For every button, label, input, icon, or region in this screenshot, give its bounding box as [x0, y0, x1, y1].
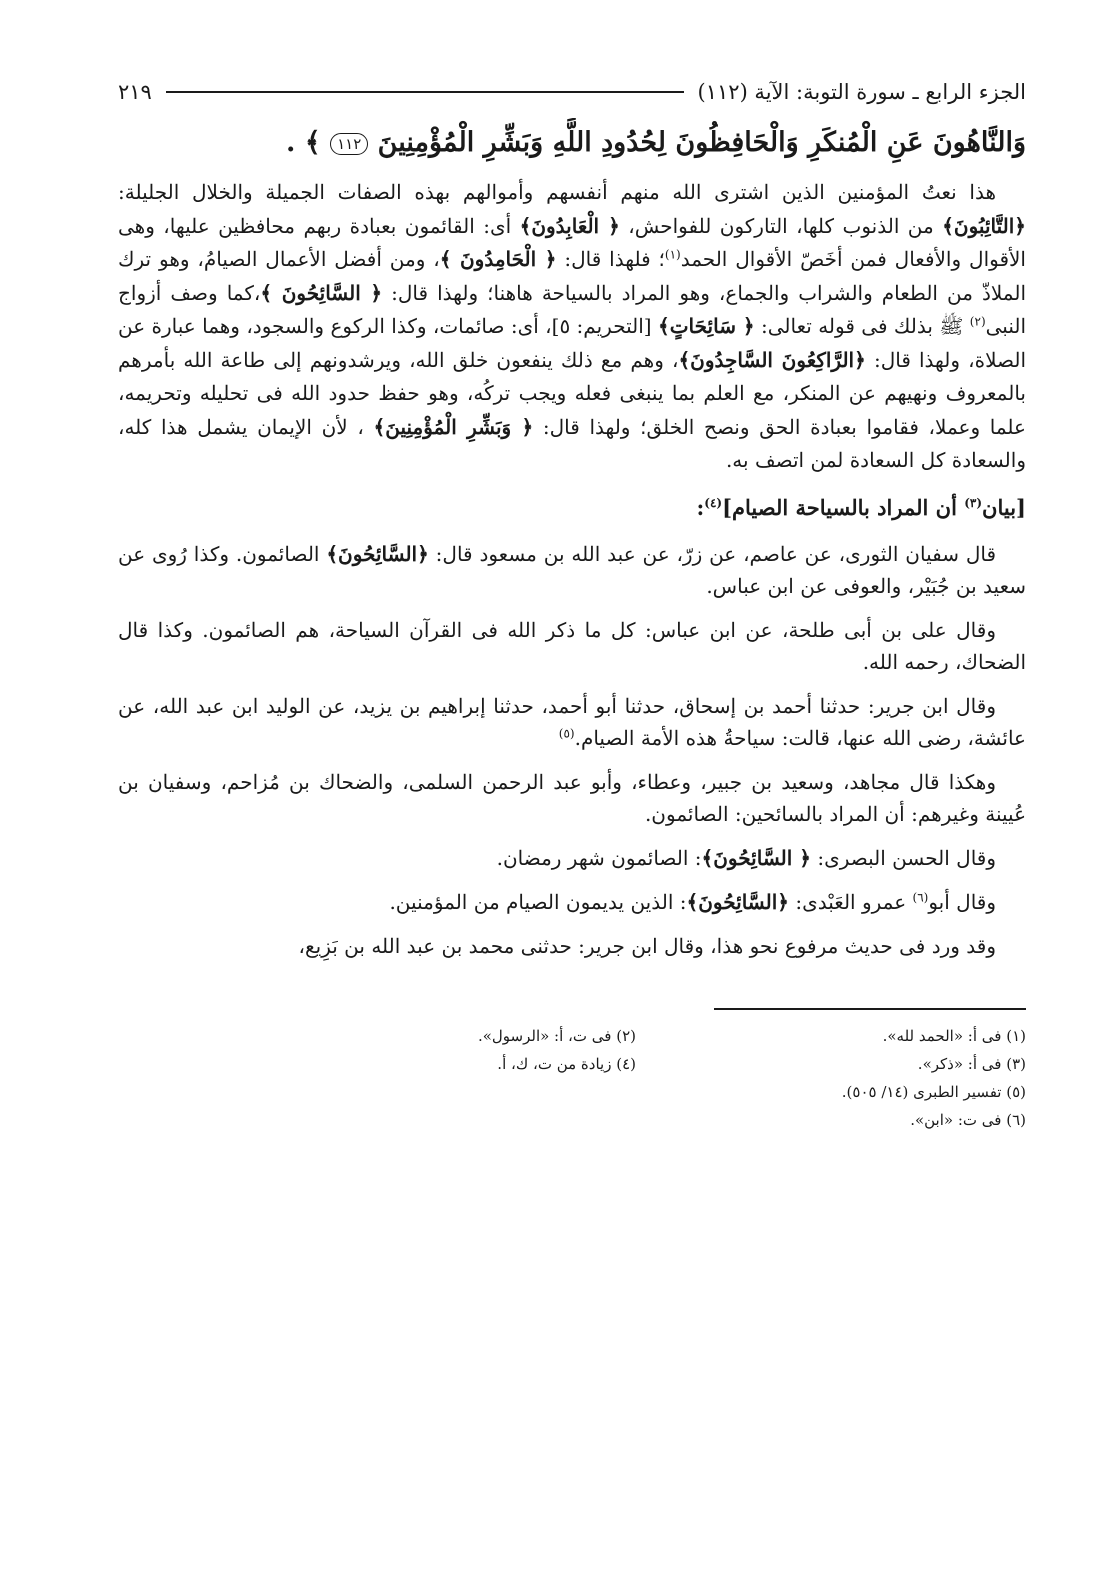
p2-text-2: الصائمون. وكذا رُوى عن سعيد بن جُبَيْر، والعوفى عن ابن عباس. — [118, 541, 1026, 598]
footnote-5: (٥) تفسير الطبرى (١٤/ ٥٠٥). — [841, 1082, 1026, 1101]
p1-text-9: ، وهم مع ذلك ينفعون خلق الله، ويرشدونهم إلى طاعة الله بأمرهم بالمعروف ونهيهم عن المنكر، مع العلم بما ينبغى فعله ويجب تركُه، وهو حفظ حدود الله فى تحليله وتحريمه، علما وعملا، فقاموا بعبادة الحق ونصح الخلق؛ ولهذا قال: — [118, 347, 1026, 439]
commentary-paragraph-4 — [118, 690, 1026, 754]
footnote-1: (١) فى أ: «الحمد لله». — [882, 1026, 1026, 1045]
footnote-4: (٤) زيادة من ت، ك، أ. — [497, 1054, 636, 1073]
verse-number-marker: ١١٢ — [330, 133, 368, 155]
p1-text-5: ، ومن أفضل الأعمال الصيامُ، وهو ترك الملاذّ من الطعام والشراب والجماع، وهو المراد بالسياحة هاهنا؛ ولهذا قال: — [118, 247, 1026, 305]
section-heading — [118, 490, 1026, 526]
footnotes — [118, 1022, 1026, 1134]
p7-text-2: عمرو العَبْدى: — [789, 889, 913, 914]
p4-text: وقال ابن جرير: حدثنا أحمد بن إسحاق، حدثنا أبو أحمد، حدثنا إبراهيم بن يزيد، عن الوليد ابن عبد الله، عن عائشة، رضى الله عنها، قالت: سياحةُ هذه الأمة الصيام. — [118, 693, 1026, 750]
p1-text-7: ﷺ بذلك فى قوله تعالى: — [754, 314, 970, 338]
header-rule — [166, 91, 684, 93]
p1-text-4: ؛ فلهذا قال: — [556, 247, 665, 271]
p7-quote: ﴿السَّائِحُونَ﴾ — [686, 889, 790, 914]
p7-text-3: : الذين يديمون الصيام من المؤمنين. — [389, 889, 687, 914]
p7-text-1: وقال أبو — [928, 889, 996, 914]
p1-quote-7: ﴿ وَبَشِّرِ الْمُؤْمِنِينَ﴾ — [373, 414, 534, 439]
running-header — [118, 72, 1026, 112]
p1-quote-5: ﴿ سَائِحَاتٍ﴾ — [657, 314, 755, 338]
commentary-paragraph-3: وقال على بن أبى طلحة، عن ابن عباس: كل ما ذكر الله فى القرآن السياحة، هم الصائمون. وكذا قال الضحاك، رحمه الله. — [118, 617, 1026, 674]
p6-text-1: وقال الحسن البصرى: — [811, 845, 996, 870]
p1-quote-2: ﴿ الْعَابِدُونَ﴾ — [519, 213, 620, 238]
p6-text-2: : الصائمون شهر رمضان. — [496, 845, 702, 870]
footnote-6: (٦) فى ت: «ابن». — [910, 1110, 1026, 1129]
footnote-3: (٣) فى أ: «ذكر». — [917, 1054, 1026, 1073]
footnote-ref-6: (٦) — [912, 889, 929, 904]
footnotes-grid — [118, 1022, 1026, 1078]
footnote-2: (٢) فى ت، أ: «الرسول». — [477, 1026, 636, 1045]
p1-text-10: ، لأن الإيمان يشمل هذا كله، والسعادة كل السعادة لمن اتصف به. — [118, 414, 1026, 472]
p2-quote: ﴿السَّائِحُونَ﴾ — [326, 541, 429, 566]
header-title: الجزء الرابع ـ سورة التوبة: الآية (١١٢) — [697, 80, 1026, 104]
p6-quote: ﴿ السَّائِحُونَ﴾ — [701, 845, 811, 870]
p1-quote-4: ﴿ السَّائِحُونَ ﴾ — [260, 280, 383, 305]
heading-part-3: : — [696, 494, 705, 520]
verse-text: وَالنَّاهُونَ عَنِ الْمُنكَرِ وَالْحَافِظُونَ لِحُدُودِ اللَّهِ وَبَشِّرِ الْمُؤْمِنِينَ — [377, 127, 1026, 158]
commentary-paragraph-1 — [118, 176, 1026, 478]
heading-part-1: [بيان — [982, 494, 1026, 520]
p1-text-6: ،كما وصف أزواج النبى — [118, 280, 1027, 338]
page-number: ٢١٩ — [118, 80, 152, 104]
p1-text-1: هذا نعتُ المؤمنين الذين اشترى الله منهم أنفسهم وأموالهم بهذه الصفات الجميلة والخلال الجليلة: — [118, 180, 996, 204]
p1-quote-6: ﴿الرَّاكِعُونَ السَّاجِدُونَ﴾ — [678, 347, 866, 372]
p1-quote-3: ﴿ الْحَامِدُونَ ﴾ — [439, 247, 557, 271]
quran-verse — [118, 118, 1026, 168]
footnote-divider — [714, 1008, 1026, 1010]
commentary-paragraph-6 — [118, 842, 1026, 874]
footnote-ref-5: (٥) — [558, 725, 575, 740]
commentary-paragraph-5: وهكذا قال مجاهد، وسعيد بن جبير، وعطاء، وأبو عبد الرحمن السلمى، والضحاك بن مُزاحم، وسفيان بن عُيينة وغيرهم: أن المراد بالسائحين: الصائمون. — [118, 769, 1026, 826]
footnote-ref-3: (٣) — [964, 495, 983, 510]
verse-close: ﴾ . — [286, 127, 321, 158]
p2-text-1: قال سفيان الثورى، عن عاصم، عن زرّ، عن عبد الله بن مسعود قال: — [428, 541, 997, 566]
commentary-paragraph-2 — [118, 538, 1026, 602]
commentary-paragraph-8: وقد ورد فى حديث مرفوع نحو هذا، وقال ابن جرير: حدثنى محمد بن عبد الله بن بَزِيع، — [298, 933, 996, 958]
footnote-ref-1: (١) — [664, 247, 681, 262]
p1-text-3: أى: القائمون بعبادة ربهم محافظين عليها، وهى الأقوال والأفعال فمن أخَصّ الأقوال الحمد — [118, 213, 1026, 271]
commentary-paragraph-7 — [118, 886, 1026, 918]
p1-text-8: [التحريم: ٥]، أى: صائمات، وكذا الركوع والسجود، وهما عبارة عن الصلاة، ولهذا قال: — [118, 314, 1026, 372]
heading-part-2: أن المراد بالسياحة الصيام] — [722, 494, 965, 520]
footnote-ref-2: (٢) — [969, 314, 986, 329]
footnote-ref-4: (٤) — [704, 495, 723, 510]
p1-quote-1: ﴿التَّائِبُونَ﴾ — [942, 213, 1027, 238]
p1-text-2: من الذنوب كلها، التاركون للفواحش، — [619, 213, 943, 238]
